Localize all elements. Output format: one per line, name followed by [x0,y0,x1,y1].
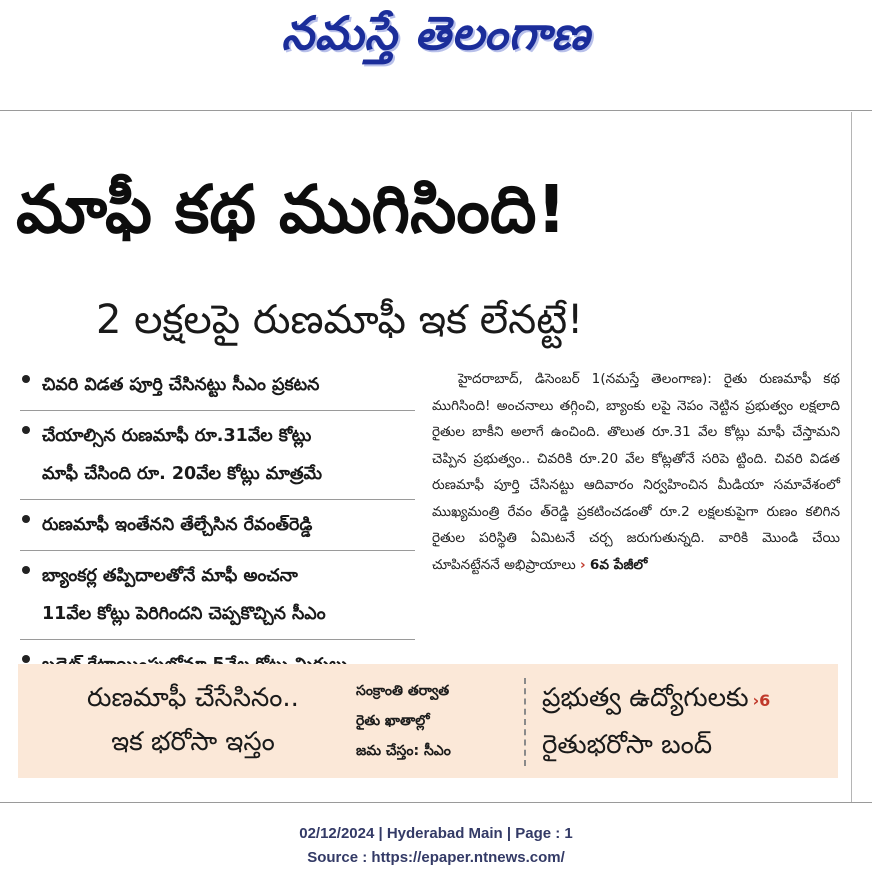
masthead [0,0,872,78]
bullet-item [20,411,415,500]
bottom-banner [18,664,838,778]
footer [0,822,872,870]
banner-quote-line: ఇక భరోసా ఇస్తం [111,727,275,757]
bullet-text: మాఫీ చేసింది రూ. 20వేల కోట్లు మాత్రమే [42,464,323,484]
banner-caption-line: రైతు ఖాతాల్లో [356,713,430,729]
bullet-text: రుణమాఫీ ఇంతేనని తేల్చేసిన రేవంత్‌రెడ్డి [42,515,313,535]
banner-caption-line: సంక్రాంతి తర్వాత [356,683,450,699]
continued-page-label: 6వ పేజీలో [589,556,648,573]
bullet-list [20,360,415,690]
top-divider [0,110,872,111]
bullet-item [20,551,415,640]
article-text: హైదరాబాద్, డిసెంబర్ 1(నమస్తే తెలంగాణ): రైతు రుణమాఫీ కథ ముగిసింది! అంచనాలు తగ్గించి, బ్యాంకు లపై నెపం నెట్టిన ప్రభుత్వం లక్షలాది రైతుల బాకీని అలాగే ఉంచింది. తొలుత రూ.31 వేల కోట్లు మాఫీ చేస్తామని చెప్పిన ప్రభుత్వం.. చివరికి రూ.20 వేల కోట్లతోనే సరిపె ట్టింది. చివరి విడత రుణమాఫీ పూర్తి చేసినట్టు ఆదివారం నిర్వహించిన మీడియా సమావేశంలో ముఖ్యమంత్రి రేవం త్‌రెడ్డి ప్రకటించడంతో రూ.2 లక్షలకుపైగా రుణం కలిగిన రైతుల పరిస్థితి ఏమిటనే చర్చ జరుగుతున్నది. వారికి మొండి చేయి చూపినట్టేననే అభిప్రాయాలు [432,371,840,573]
banner-divider [524,678,526,766]
banner-quote [28,676,358,764]
banner-teaser-line: రైతుభరోసా బంద్ [542,730,713,760]
bullet-text: బ్యాంకర్ల తప్పిదాలతోనే మాఫీ అంచనా [42,566,298,586]
bullet-item [20,500,415,551]
bullet-text: 11వేల కోట్లు పెరిగిందని చెప్పకొచ్చిన సీఎం [42,604,326,624]
headline: మాఫీ కథ ముగిసింది! [16,171,567,248]
bullet-dot-icon [22,515,30,523]
footer-source-link[interactable]: Source : https://epaper.ntnews.com/ [307,849,565,866]
bullet-dot-icon [22,426,30,434]
masthead-logo: నమస్తే తెలంగాణ [281,6,591,60]
footer-edition-info: 02/12/2024 | Hyderabad Main | Page : 1 [299,825,573,842]
bullet-dot-icon [22,375,30,383]
side-divider [851,112,852,802]
bullet-dot-icon [22,566,30,574]
jump-arrow-icon: › [579,556,586,573]
article-body [432,366,840,578]
bullet-text: చివరి విడత పూర్తి చేసినట్టు సీఎం ప్రకటన [42,375,320,395]
subheadline: 2 లక్షలపై రుణమాఫీ ఇక లేనట్టే! [96,297,584,343]
page-ref-arrow-icon: ›6 [752,691,771,710]
banner-caption [356,676,526,766]
banner-teaser [542,676,832,767]
bullet-item [20,360,415,411]
banner-teaser-line: ప్రభుత్వ ఉద్యోగులకు [542,683,749,713]
banner-caption-line: జమ చేస్తం: సీఎం [356,743,451,759]
bullet-dot-icon [22,655,30,663]
bottom-divider [0,802,872,803]
banner-quote-line: రుణమాఫీ చేసేసినం.. [87,683,299,713]
bullet-text: చేయాల్సిన రుణమాఫీ రూ.31వేల కోట్లు [42,426,312,446]
